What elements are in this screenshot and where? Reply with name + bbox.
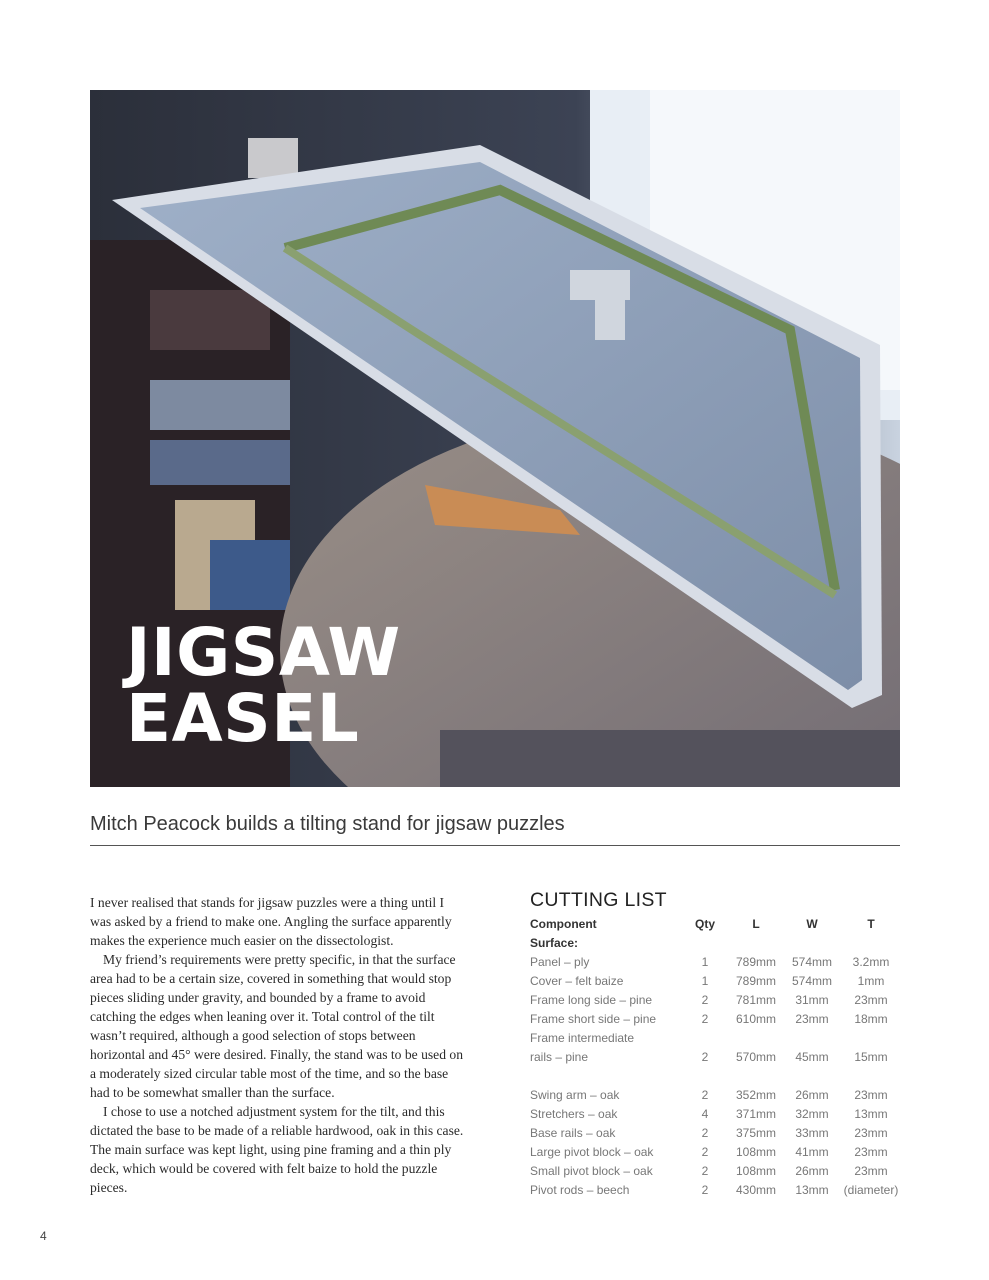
cell-qty <box>680 1028 730 1047</box>
cell-qty: 2 <box>701 1049 709 1064</box>
cell-qty: 2 <box>701 992 709 1007</box>
table-row <box>530 971 900 990</box>
cell-width: 32mm <box>795 1106 829 1121</box>
cell-thickness: (diameter) <box>843 1182 899 1197</box>
page-number: 4 <box>40 1229 47 1243</box>
cell-thickness <box>842 1066 900 1085</box>
cell-width <box>782 1028 842 1047</box>
cell-length: 781mm <box>735 992 776 1007</box>
header-length: L <box>752 916 760 931</box>
cell-component: Large pivot block – oak <box>530 1144 654 1159</box>
cell-length: 108mm <box>735 1144 776 1159</box>
cell-width: 13mm <box>795 1182 829 1197</box>
cell-component: Frame long side – pine <box>530 992 653 1007</box>
cell-width: 33mm <box>795 1125 829 1140</box>
cutting-list-title: CUTTING LIST <box>530 889 667 911</box>
hero-photo <box>90 90 900 787</box>
cell-thickness: 18mm <box>854 1011 888 1026</box>
cell-length: 570mm <box>735 1049 776 1064</box>
cell-length: 371mm <box>735 1106 776 1121</box>
cutting-list-table <box>530 914 900 1199</box>
cell-qty: 2 <box>701 1011 709 1026</box>
table-row <box>530 1028 900 1047</box>
table-row <box>530 1180 900 1199</box>
body-paragraph-1: I never realised that stands for jigsaw puzzles were a thing until I was asked by a friend to make one. Angling the surface apparently makes the experience much easier on the dissectologist. <box>90 895 452 948</box>
group-row-surface <box>530 933 900 952</box>
cell-component: Cover – felt baize <box>530 973 624 988</box>
cell-qty: 4 <box>701 1106 709 1121</box>
cell-thickness: 23mm <box>854 1163 888 1178</box>
cell-qty: 1 <box>701 973 709 988</box>
cell-width: 31mm <box>795 992 829 1007</box>
cell-thickness: 3.2mm <box>852 954 890 969</box>
cell-component: Stretchers – oak <box>530 1106 618 1121</box>
cell-thickness: 15mm <box>854 1049 888 1064</box>
article-subtitle: Mitch Peacock builds a tilting stand for jigsaw puzzles <box>90 813 565 835</box>
cell-component: rails – pine <box>530 1049 589 1064</box>
cell-component: Small pivot block – oak <box>530 1163 653 1178</box>
cell-component: Frame short side – pine <box>530 1011 657 1026</box>
cell-length: 108mm <box>735 1163 776 1178</box>
cell-length: 789mm <box>735 954 776 969</box>
cell-component: Pivot rods – beech <box>530 1182 630 1197</box>
cell-length: 430mm <box>735 1182 776 1197</box>
cell-qty: 2 <box>701 1087 709 1102</box>
table-row <box>530 1009 900 1028</box>
subtitle-divider <box>90 845 900 846</box>
article-body <box>90 893 465 1197</box>
cell-thickness: 23mm <box>854 992 888 1007</box>
table-row <box>530 1066 900 1085</box>
cell-length <box>730 1028 782 1047</box>
table-row <box>530 1085 900 1104</box>
hero-title-line-2: EASEL <box>126 680 360 757</box>
table-row <box>530 952 900 971</box>
table-row <box>530 1142 900 1161</box>
table-row <box>530 990 900 1009</box>
cell-thickness: 1mm <box>857 973 885 988</box>
header-width: W <box>806 916 818 931</box>
cell-width: 45mm <box>795 1049 829 1064</box>
cell-width: 574mm <box>791 954 832 969</box>
cell-component <box>530 1066 680 1085</box>
cell-component: Frame intermediate <box>530 1030 635 1045</box>
cell-length <box>730 1066 782 1085</box>
cell-qty: 1 <box>701 954 709 969</box>
cell-length: 352mm <box>735 1087 776 1102</box>
cell-width: 26mm <box>795 1087 829 1102</box>
cell-width: 23mm <box>795 1011 829 1026</box>
cell-thickness: 23mm <box>854 1087 888 1102</box>
cell-component: Base rails – oak <box>530 1125 616 1140</box>
cell-length: 789mm <box>735 973 776 988</box>
cell-width <box>782 1066 842 1085</box>
cell-length: 610mm <box>735 1011 776 1026</box>
cell-thickness: 23mm <box>854 1125 888 1140</box>
hero-title-line-1: JIGSAW <box>126 614 401 691</box>
header-component: Component <box>530 916 597 931</box>
table-row <box>530 1161 900 1180</box>
cell-qty <box>680 1066 730 1085</box>
cell-qty: 2 <box>701 1125 709 1140</box>
cell-qty: 2 <box>701 1144 709 1159</box>
cell-width: 26mm <box>795 1163 829 1178</box>
table-row <box>530 1123 900 1142</box>
cutting-list-header-row <box>530 914 900 933</box>
cutting-list <box>530 889 900 1199</box>
header-qty: Qty <box>694 916 715 931</box>
cell-thickness: 23mm <box>854 1144 888 1159</box>
cell-qty: 2 <box>701 1163 709 1178</box>
cell-qty: 2 <box>701 1182 709 1197</box>
header-thickness: T <box>867 916 875 931</box>
cell-component: Swing arm – oak <box>530 1087 620 1102</box>
cell-width: 574mm <box>791 973 832 988</box>
cell-length: 375mm <box>735 1125 776 1140</box>
cell-width: 41mm <box>795 1144 829 1159</box>
hero-title <box>126 614 401 757</box>
cell-component: Panel – ply <box>530 954 590 969</box>
body-paragraph-3: I chose to use a notched adjustment system for the tilt, and this dictated the base to be made of a reliable hardwood, oak in this case. The main surface was kept light, using pine framing and a thin ply deck, which would be covered with felt baize to hold the puzzle pieces. <box>90 1104 464 1195</box>
table-row <box>530 1104 900 1123</box>
body-paragraph-2: My friend’s requirements were pretty specific, in that the surface area had to be a certain size, covered in something that would stop pieces sliding under gravity, and bounded by a frame to avoid catching the edges when leaning over it. Total control of the tilt wasn’t required, although a good selection of stops between horizontal and 45° were desired. Finally, the stand was to be used on a moderately sized circular table most of the time, and so the base had to be somewhat smaller than the surface. <box>90 952 464 1100</box>
group-label-surface: Surface: <box>530 935 579 950</box>
cell-thickness: 13mm <box>854 1106 888 1121</box>
cell-thickness <box>842 1028 900 1047</box>
table-row <box>530 1047 900 1066</box>
